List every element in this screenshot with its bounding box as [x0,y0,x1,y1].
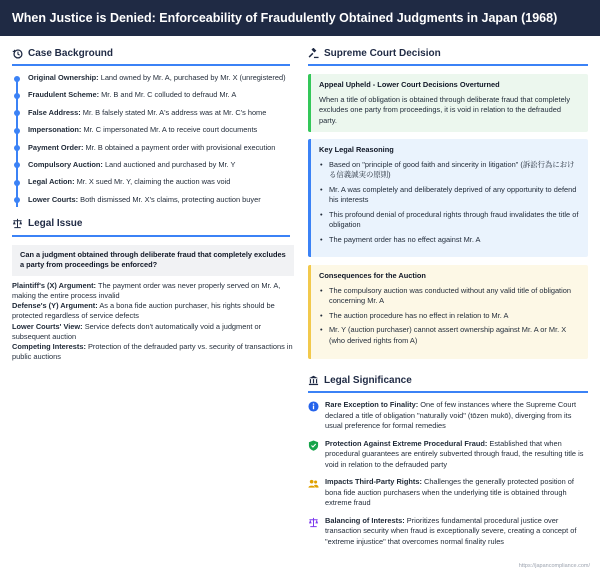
appeal-upheld-text: When a title of obligation is obtained through deliberate fraud that completely excludes one party from proceedings, it is void in relation to the defrauded party. [319,94,571,125]
timeline-dot [14,180,20,186]
significance-item: Balancing of Interests: Prioritizes fundamental procedural justice over transaction security when fraud is exceptionally severe, creating a concept of "extreme injustice" that overcomes normal finality rules [308,516,588,548]
info-icon [308,401,319,412]
legal-question: Can a judgment obtained through deliberate fraud that completely excludes a party from proceedings be enforced? [12,245,294,276]
section-divider [308,64,588,66]
timeline-dot [14,197,20,203]
argument-item: Competing Interests: Protection of the defrauded party vs. security of transactions in public auctions [12,341,293,362]
appeal-upheld-title: Appeal Upheld - Lower Court Decisions Overturned [319,80,500,89]
argument-item: Defense's (Y) Argument: As a bona fide auction purchaser, his rights should be protected regardless of service defects [12,301,275,321]
reasoning-item: • The payment order has no effect against Mr. A [319,235,580,246]
balance-scale-icon [308,517,319,528]
page-title: When Justice is Denied: Enforceability of Fraudulently Obtained Judgments in Japan (1968) [12,11,558,25]
consequence-item: • Mr. Y (auction purchaser) cannot assert ownership against Mr. A or Mr. X (who derived rights from A) [319,325,580,346]
reasoning-item: • This profound denial of procedural rights through fraud invalidates the title of obligation [319,210,580,231]
timeline-dot [14,162,20,168]
consequences-title: Consequences for the Auction [319,271,426,280]
right-column [308,44,588,547]
left-column [12,44,294,362]
timeline-dot [14,110,20,116]
balance-scale-icon [12,218,23,229]
history-icon [12,48,23,59]
decision-heading: Supreme Court Decision [308,44,588,62]
significance-item: Rare Exception to Finality: One of few instances where the Supreme Court declared a title of obligation "naturally void" (tōzen mukō), diverging from its usual preference for formal remedies [308,400,588,432]
section-divider [12,64,290,66]
consequences-list [319,286,580,347]
appeal-upheld-box [308,74,588,132]
footer-url: https://japancompliance.com/ [518,563,590,569]
section-divider [308,391,588,393]
arguments-list [12,281,294,363]
timeline-item: Payment Order: Mr. B obtained a payment order with provisional execution [12,143,294,153]
significance-item: Impacts Third-Party Rights: Challenges the generally protected position of bona fide auction purchasers when the underlying title is obtained through extreme fraud [308,477,588,509]
section-divider [12,235,290,237]
case-timeline [12,73,294,205]
gavel-icon [308,48,319,59]
argument-item: Plaintiff's (X) Argument: The payment order was never properly served on Mr. A, making the entire process invalid [12,280,281,300]
reasoning-item: • Mr. A was completely and deliberately deprived of any opportunity to defend his interests [319,185,580,206]
timeline-item: Original Ownership: Land owned by Mr. A, purchased by Mr. X (unregistered) [12,73,294,83]
page-header [0,0,600,36]
key-reasoning-title: Key Legal Reasoning [319,145,394,154]
case-background-heading: Case Background [12,44,294,62]
reasoning-item: • Based on "principle of good faith and sincerity in litigation" (訴訟行為における信義誠実の原則) [319,160,580,181]
users-icon [308,478,319,489]
timeline-item: False Address: Mr. B falsely stated Mr. A's address was at Mr. C's home [12,108,294,118]
reasoning-list [319,160,580,246]
legal-significance-heading: Legal Significance [308,371,588,389]
legal-significance-section [308,371,588,547]
legal-issue-heading: Legal Issue [12,215,294,233]
consequences-box [308,265,588,359]
timeline-dot [14,93,20,99]
key-reasoning-box [308,139,588,257]
timeline-item: Compulsory Auction: Land auctioned and purchased by Mr. Y [12,160,294,170]
timeline-dot [14,76,20,82]
timeline-item: Fraudulent Scheme: Mr. B and Mr. C colluded to defraud Mr. A [12,90,294,100]
significance-item: Protection Against Extreme Procedural Fraud: Established that when procedural guarantees are entirely subverted through fraud, the resulting title is void in relation to the defrauded party [308,439,588,471]
timeline-item: Lower Courts: Both dismissed Mr. X's claims, protecting auction buyer [12,195,294,205]
timeline-dot [14,145,20,151]
argument-item: Lower Courts' View: Service defects don't automatically void a judgment or subsequent auction [12,321,262,341]
timeline-item: Legal Action: Mr. X sued Mr. Y, claiming the auction was void [12,177,294,187]
shield-icon [308,440,319,451]
landmark-icon [308,375,319,386]
legal-issue-section [12,215,294,363]
consequence-item: • The auction procedure has no effect in relation to Mr. A [319,311,580,322]
timeline-dot [14,128,20,134]
timeline-item: Impersonation: Mr. C impersonated Mr. A to receive court documents [12,125,294,135]
consequence-item: • The compulsory auction was conducted without any valid title of obligation concerning Mr. A [319,286,580,307]
